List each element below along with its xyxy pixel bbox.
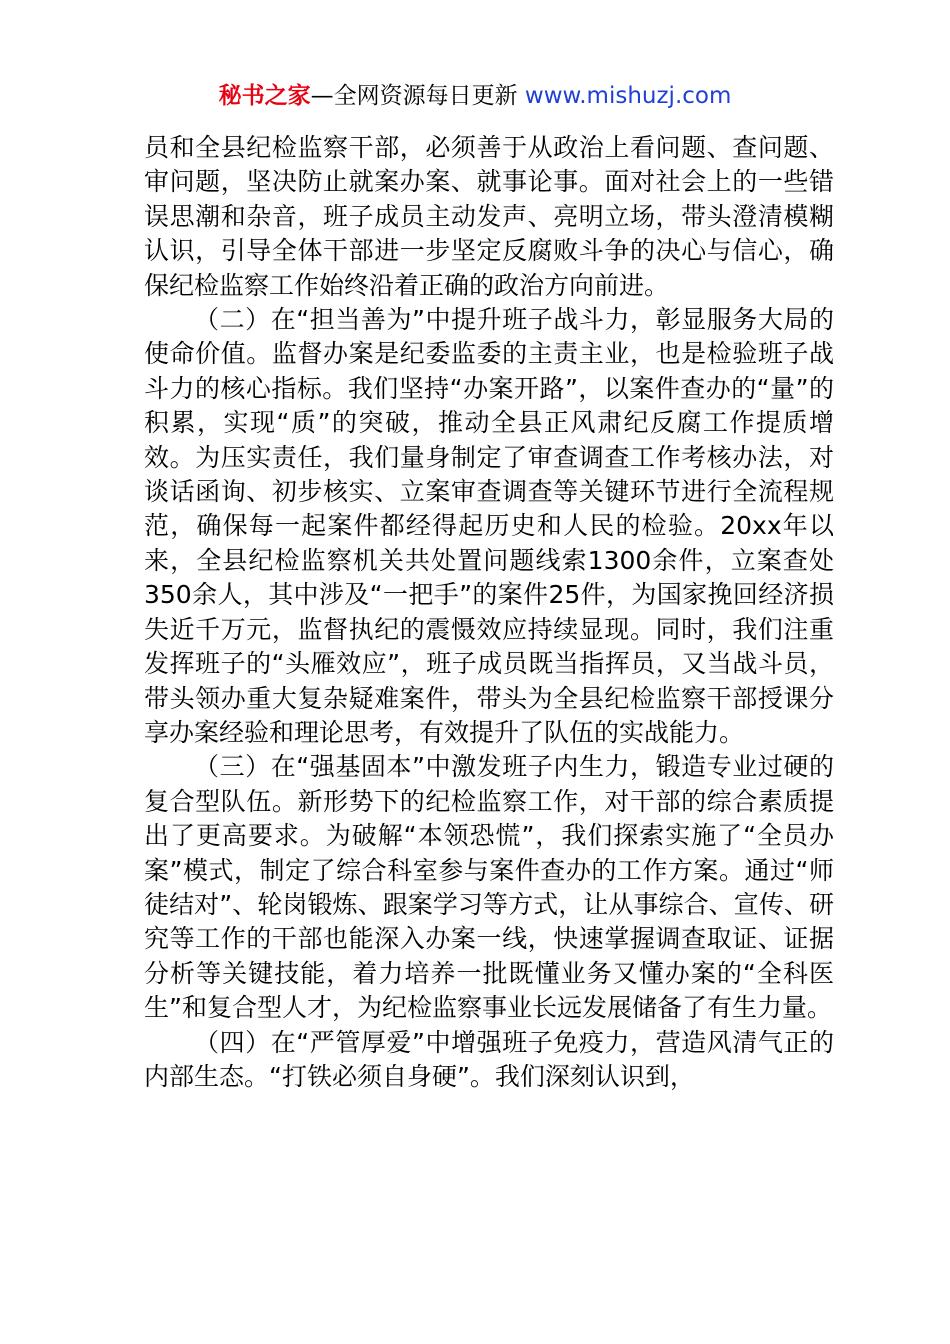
header-tagline: —全网资源每日更新: [310, 83, 518, 109]
brand-name: 秘书之家: [218, 83, 311, 109]
site-header: [0, 80, 950, 112]
paragraph-section-4: （四）在“严管厚爱”中增强班子免疫力，营造风清气正的内部生态。“打铁必须自身硬”。我们深刻认识到，: [144, 1027, 834, 1091]
paragraph-continuation: 员和全县纪检监察干部，必须善于从政治上看问题、查问题、审问题，坚决防止就案办案、就事论事。面对社会上的一些错误思潮和杂音，班子成员主动发声、亮明立场，带头澄清模糊认识，引导全体干部进一步坚定反腐败斗争的决心与信心，确保纪检监察工作始终沿着正确的政治方向前进。: [144, 133, 834, 300]
paragraph-section-3: （三）在“强基固本”中激发班子内生力，锻造专业过硬的复合型队伍。新形势下的纪检监察工作，对干部的综合素质提出了更高要求。为破解“本领恐慌”，我们探索实施了“全员办案”模式，制定了综合科室参与案件查办的工作方案。通过“师徒结对”、轮岗锻炼、跟案学习等方式，让从事综合、宣传、研究等工作的干部也能深入办案一线，快速掌握调查取证、证据分析等关键技能，着力培养一批既懂业务又懂办案的“全科医生”和复合型人才，为纪检监察事业长远发展储备了有生力量。: [144, 752, 834, 1023]
document-body: [144, 131, 834, 1094]
paragraph-section-2: （二）在“担当善为”中提升班子战斗力，彰显服务大局的使命价值。监督办案是纪委监委的主责主业，也是检验班子战斗力的核心指标。我们坚持“办案开路”，以案件查办的“量”的积累，实现“质”的突破，推动全县正风肃纪反腐工作提质增效。为压实责任，我们量身制定了审查调查工作考核办法，对谈话函询、初步核实、立案审查调查等关键环节进行全流程规范，确保每一起案件都经得起历史和人民的检验。20xx年以来，全县纪检监察机关共处置问题线索1300余件，立案查处350余人，其中涉及“一把手”的案件25件，为国家挽回经济损失近千万元，监督执纪的震慑效应持续显现。同时，我们注重发挥班子的“头雁效应”，班子成员既当指挥员，又当战斗员，带头领办重大复杂疑难案件，带头为全县纪检监察干部授课分享办案经验和理论思考，有效提升了队伍的实战能力。: [144, 305, 834, 747]
site-url-link[interactable]: www.mishuzj.com: [524, 83, 732, 109]
